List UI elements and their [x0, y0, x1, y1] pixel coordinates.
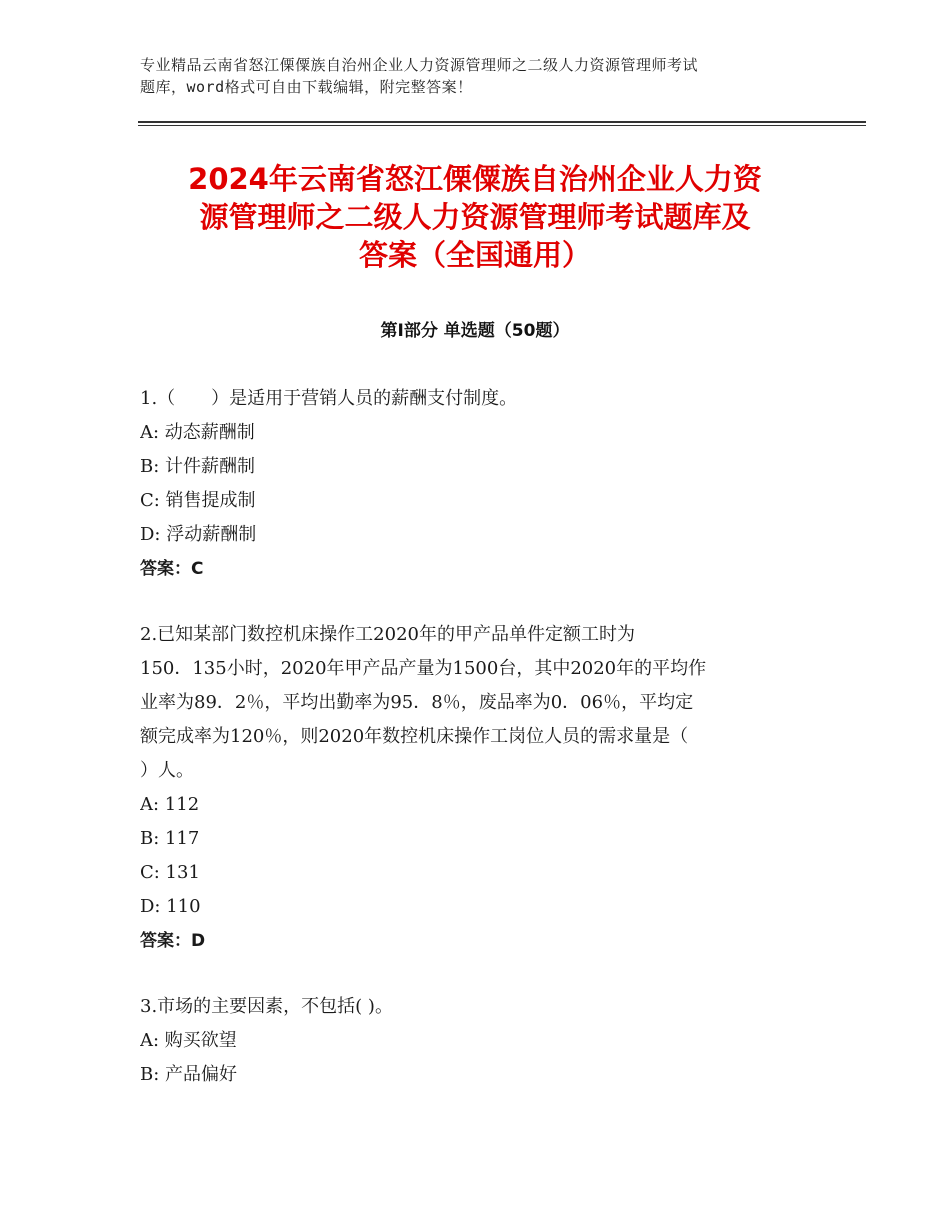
header-divider-thick	[138, 121, 866, 123]
title-line: 2024年云南省怒江傈僳族自治州企业人力资	[188, 162, 762, 196]
question-stem-line: ）人。	[140, 760, 194, 781]
document-title	[120, 160, 830, 274]
question-stem-line: 150．135小时，2020年甲产品产量为1500台，其中2020年的平均作	[140, 658, 707, 679]
spacer	[140, 586, 805, 618]
header-note	[140, 54, 830, 98]
question-stem-line: 业率为89．2％，平均出勤率为95．8％，废品率为0．06％，平均定	[140, 692, 694, 713]
question-list	[140, 382, 805, 1092]
question-2	[140, 618, 805, 958]
option-d: D: 浮动薪酬制	[140, 524, 257, 545]
question-1	[140, 382, 805, 586]
option-b: B: 117	[140, 828, 200, 849]
option-a: A: 购买欲望	[140, 1030, 237, 1051]
question-stem-line: 2.已知某部门数控机床操作工2020年的甲产品单件定额工时为	[140, 624, 635, 645]
question-stem: 1.（ ）是适用于营销人员的薪酬支付制度。	[140, 388, 518, 409]
section-heading: 第Ⅰ部分 单选题（50题）	[380, 321, 570, 341]
header-divider-thin	[138, 125, 866, 126]
question-stem-line: 额完成率为120％，则2020年数控机床操作工岗位人员的需求量是（	[140, 726, 689, 747]
option-d: D: 110	[140, 896, 201, 917]
question-3	[140, 990, 805, 1092]
header-note-line: 专业精品云南省怒江傈僳族自治州企业人力资源管理师之二级人力资源管理师考试	[140, 56, 699, 74]
header-note-line: 题库，word格式可自由下载编辑，附完整答案！	[140, 78, 473, 96]
option-a: A: 动态薪酬制	[140, 422, 255, 443]
option-a: A: 112	[140, 794, 200, 815]
answer-label: 答案：D	[140, 931, 206, 951]
option-b: B: 计件薪酬制	[140, 456, 256, 477]
question-stem: 3.市场的主要因素，不包括( )。	[140, 996, 393, 1017]
title-line: 源管理师之二级人力资源管理师考试题库及	[199, 200, 751, 234]
spacer	[140, 958, 805, 990]
option-c: C: 131	[140, 862, 200, 883]
answer-label: 答案：C	[140, 559, 204, 579]
option-c: C: 销售提成制	[140, 490, 256, 511]
option-b: B: 产品偏好	[140, 1064, 238, 1085]
title-line: 答案（全国通用）	[358, 238, 591, 272]
